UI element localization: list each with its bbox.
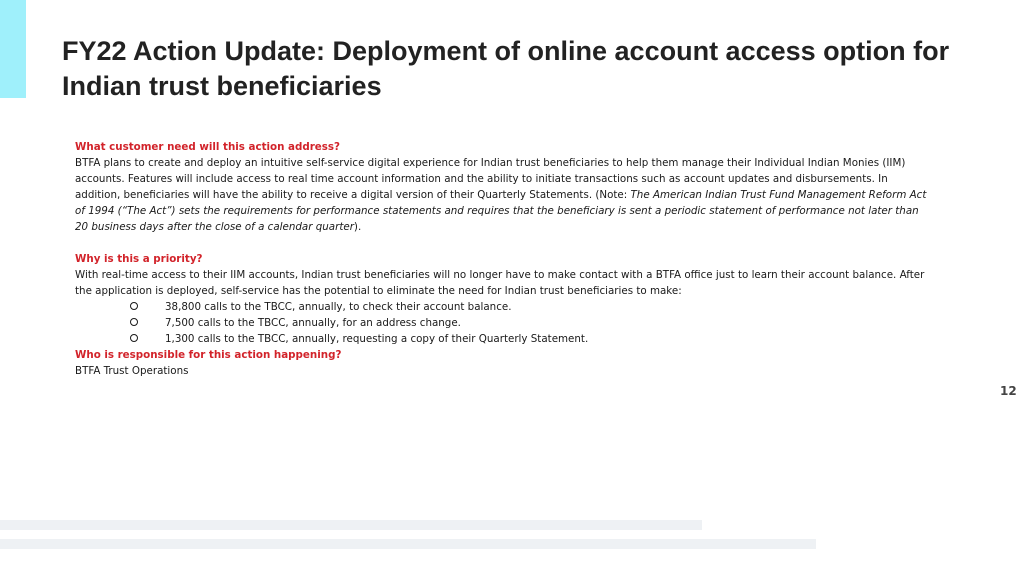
- footer-bar: [0, 539, 816, 549]
- priority-text: With real-time access to their IIM accounts, Indian trust beneficiaries will no longer have to make contact with a BTFA office just to learn their account balance. After the application is deployed, self-service has the potential to eliminate the need for Indian trust beneficiaries to make:: [75, 269, 925, 297]
- need-text-end: ).: [353, 221, 362, 233]
- page-number: 12: [1000, 384, 1017, 398]
- list-item-text: 1,300 calls to the TBCC, annually, requesting a copy of their Quarterly Statement.: [165, 333, 589, 345]
- need-text-start: BTFA plans to create and deploy an intuitive self-service digital experience for Indian trust beneficiaries to help them manage their Individual Indian Monies (IIM) accounts. Features will include access to real time account information and the ability to initiate transactions such as account updates and disbursements. In addition, beneficiaries will have the ability to receive a digital version of their Quarterly Statements. (Note:: [75, 157, 906, 201]
- priority-bullet-list: [75, 299, 935, 347]
- list-item: [75, 315, 935, 331]
- list-item: [75, 331, 935, 347]
- accent-bar: [0, 0, 26, 98]
- need-text: [75, 155, 935, 235]
- list-item-text: 7,500 calls to the TBCC, annually, for an address change.: [165, 317, 461, 329]
- list-item-text: 38,800 calls to the TBCC, annually, to check their account balance.: [165, 301, 512, 313]
- slide-content: [75, 139, 935, 379]
- hollow-circle-icon: [130, 318, 138, 326]
- footer-bar: [0, 520, 702, 530]
- need-heading: What customer need will this action address?: [75, 141, 340, 153]
- responsible-heading: Who is responsible for this action happening?: [75, 349, 342, 361]
- priority-heading: Why is this a priority?: [75, 253, 203, 265]
- need-text-italic: The American Indian Trust Fund Management Reform Act of 1994 (“The Act”) sets the requirements for performance statements and requires that the beneficiary is sent a periodic statement of performance not later than 20 business days after the close of a calendar quarter: [75, 189, 927, 233]
- hollow-circle-icon: [130, 334, 138, 342]
- list-item: [75, 299, 935, 315]
- slide-title: FY22 Action Update: Deployment of online account access option for Indian trust beneficiaries: [62, 36, 950, 101]
- responsible-text: BTFA Trust Operations: [75, 365, 189, 377]
- hollow-circle-icon: [130, 302, 138, 310]
